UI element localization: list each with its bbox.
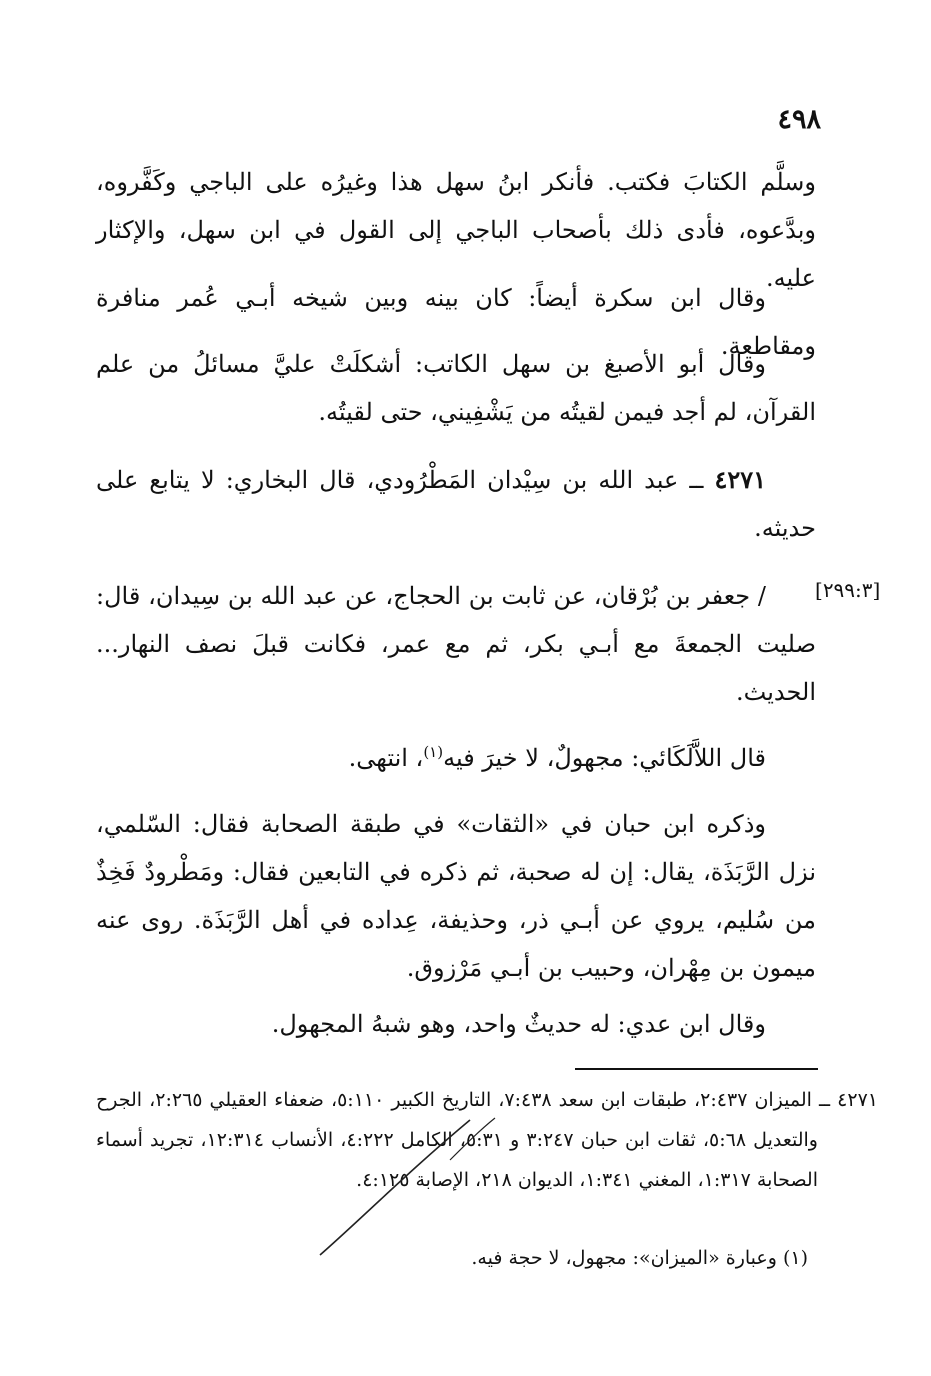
paragraph-6-text: قال اللاَّلَكَائي: مجهولٌ، لا خيرَ فيه — [443, 744, 766, 772]
paragraph-3 — [96, 340, 816, 436]
footnote-1-text: (١) وعبارة «الميزان»: مجهول، لا حجة فيه. — [471, 1247, 808, 1269]
margin-reference: [٢٩٩:٣] — [815, 578, 881, 602]
entry-4271-text: ــ عبد الله بن سِيْدان المَطْرُودي، قال البخاري: لا يتابع على حديثه. — [96, 466, 816, 542]
paragraph-7 — [96, 800, 816, 992]
footnote-1 — [96, 1238, 818, 1278]
paragraph-8-text: وقال ابن عدي: له حديثٌ واحد، وهو شبهُ المجهول. — [271, 1010, 766, 1038]
footnote-sources-text: ٤٢٧١ ــ الميزان ٢:٤٣٧، طبقات ابن سعد ٧:٤٣٨، التاريخ الكبير ٥:١١٠، ضعفاء العقيلي ٢:٢٦٥، الجرح والتعديل ٥:٦٨، ثقات ابن حبان ٣:٢٤٧ و ٥:٣١، الكامل ٤:٢٢٢، الأنساب ١٢:٣١٤، تجريد أسماء الصحابة ١:٣١٧، المغني ١:٣٤١، الديوان ٢١٨، الإصابة ٤:١٢٥. — [96, 1089, 878, 1191]
paragraph-7-text: وذكره ابن حبان في «الثقات» في طبقة الصحابة فقال: السّلمي، نزل الرَّبَذَة، يقال: إن له صحبة، ثم ذكره في التابعين فقال: ومَطْرودٌ فَخِذٌ من سُليم، يروي عن أبـي ذر، وحذيفة، عِداده في أهل الرَّبَذَة. روى عنه ميمون بن مِهْران، وحبيب بن أبـي مَرْزوق. — [96, 810, 816, 982]
paragraph-1-text: وسلَّم الكتابَ فكتب. فأنكر ابنُ سهل هذا وغيرُه على الباجي وكَفَّروه، وبدَّعوه، فأدى ذلك بأصحاب الباجي إلى القول في ابن سهل، والإكثار عليه. — [96, 168, 817, 292]
footnote-marker: (١) — [423, 743, 444, 761]
footnote-sources — [96, 1080, 878, 1200]
paragraph-5-text: / جعفر بن بُرْقان، عن ثابت بن الحجاج، عن عبد الله بن سِيدان، قال: صليت الجمعةَ مع أبـي بكر، ثم مع عمر، فكانت قبلَ نصف النهار... الحديث. — [96, 582, 817, 706]
paragraph-8 — [96, 1000, 816, 1048]
paragraph-5 — [96, 572, 816, 716]
paragraph-3-text: وقال أبو الأصبغ بن سهل الكاتب: أشكلَتْ عليَّ مسائلُ من علم القرآن، لم أجد فيمن لقيتُه من يَشْفِيني، حتى لقيتُه. — [96, 350, 816, 426]
entry-number: ٤٢٧١ — [714, 465, 766, 494]
entry-4271 — [96, 456, 816, 552]
page-number: ٤٩٨ — [777, 104, 821, 135]
paragraph-6 — [96, 728, 816, 782]
paragraph-6-end: ، انتهى. — [348, 744, 424, 772]
paragraph-2-text: وقال ابن سكرة أيضاً: كان بينه وبين شيخه أبـي عُمر منافرة ومقاطعة. — [96, 284, 816, 360]
footnote-divider — [575, 1068, 818, 1070]
